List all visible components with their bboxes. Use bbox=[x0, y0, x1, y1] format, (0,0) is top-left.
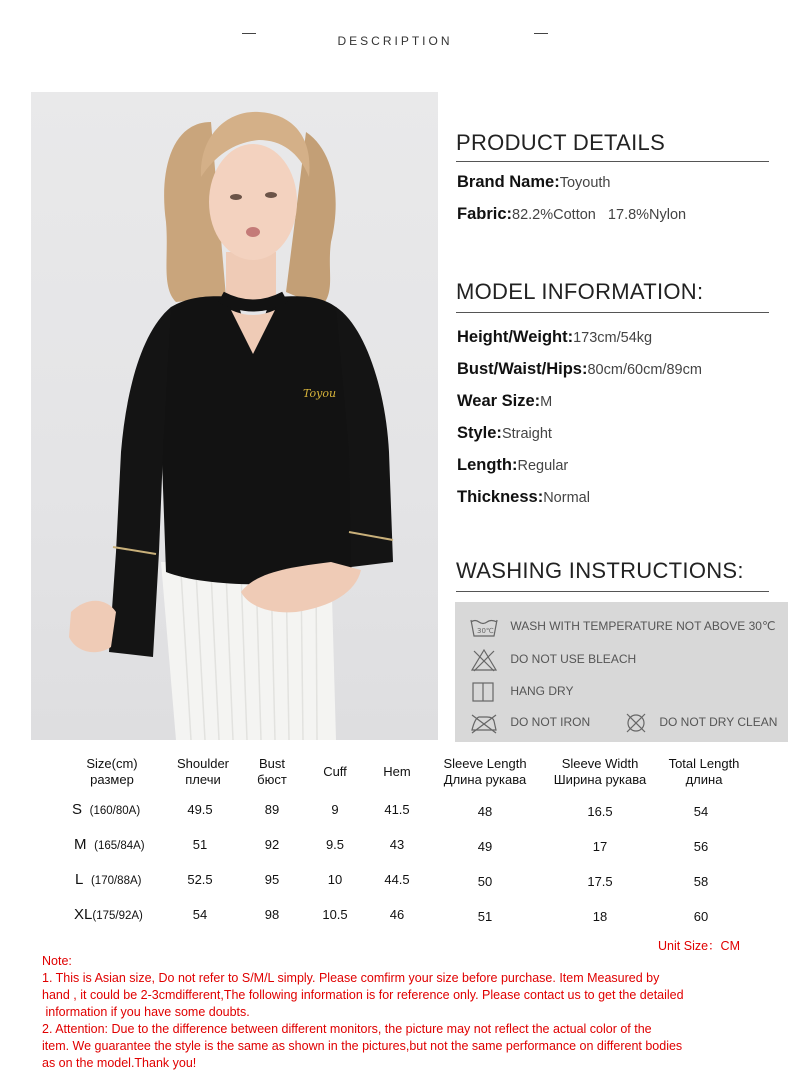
note-line: 1. This is Asian size, Do not refer to S/M/L simply. Please comfirm your size before purchase. Item Measured by bbox=[42, 971, 660, 985]
note-label: Note: bbox=[42, 954, 72, 968]
table-cell: 51 bbox=[477, 909, 493, 924]
table-cell: 89 bbox=[264, 802, 280, 817]
table-cell: 98 bbox=[264, 907, 280, 922]
brand-name-row bbox=[457, 173, 611, 192]
table-header-sleeve-length: Sleeve Length Длина рукава bbox=[443, 756, 527, 787]
table-row-size-m: M (165/84A) bbox=[74, 836, 145, 853]
product-details-title: PRODUCT DETAILS bbox=[456, 130, 666, 155]
table-cell: 49 bbox=[477, 839, 493, 854]
style-row bbox=[457, 424, 552, 443]
note-line: 2. Attention: Due to the difference between different monitors, the picture may not reflect the actual color of the bbox=[42, 1022, 652, 1036]
no-bleach-icon bbox=[469, 648, 499, 672]
no-bleach-label: DO NOT USE BLEACH bbox=[510, 652, 637, 667]
table-cell: 58 bbox=[693, 874, 709, 889]
unit-size-label: Unit Size：CM bbox=[658, 939, 740, 953]
table-cell: 17.5 bbox=[587, 874, 613, 889]
table-header-cuff: Cuff bbox=[323, 764, 347, 779]
no-dry-clean-item bbox=[624, 712, 777, 734]
height-weight-row bbox=[457, 328, 652, 347]
table-cell: 54 bbox=[693, 804, 709, 819]
table-cell: 54 bbox=[192, 907, 208, 922]
hang-dry-icon bbox=[469, 681, 499, 703]
table-cell: 43 bbox=[389, 837, 405, 852]
table-row-size-s: S (160/80A) bbox=[72, 801, 141, 818]
height-weight-value: 173cm/54kg bbox=[573, 330, 653, 346]
note-line: information if you have some doubts. bbox=[42, 1005, 250, 1019]
length-row bbox=[457, 456, 568, 475]
length-label: Length: bbox=[457, 456, 518, 474]
wear-size-value: M bbox=[540, 394, 553, 410]
table-cell: 9.5 bbox=[325, 837, 345, 852]
model-information-divider bbox=[456, 312, 769, 313]
note-line: hand , it could be 2-3cmdifferent,The following information is for reference only. Please contact us to get the detailed bbox=[42, 988, 684, 1002]
fabric-row bbox=[457, 205, 686, 224]
svg-text:30℃: 30℃ bbox=[477, 627, 494, 635]
wash-temp-item bbox=[469, 616, 775, 638]
table-cell: 52.5 bbox=[187, 872, 213, 887]
table-cell: 56 bbox=[693, 839, 709, 854]
header-dash-left bbox=[242, 33, 256, 34]
section-title-description: DESCRIPTION bbox=[337, 34, 453, 48]
no-iron-item bbox=[469, 712, 590, 734]
bust-waist-hips-row bbox=[457, 360, 702, 379]
note-line: as on the model.Thank you! bbox=[42, 1056, 197, 1070]
table-cell: 95 bbox=[264, 872, 280, 887]
table-cell: 60 bbox=[693, 909, 709, 924]
washing-instructions-divider bbox=[456, 591, 769, 592]
brand-name-label: Brand Name: bbox=[457, 173, 560, 191]
table-cell: 50 bbox=[477, 874, 493, 889]
washing-instructions-box bbox=[455, 602, 788, 742]
table-header-hem: Hem bbox=[383, 764, 411, 779]
table-header-bust: Bust бюст bbox=[257, 756, 287, 787]
header-dash-right bbox=[534, 33, 548, 34]
table-cell: 17 bbox=[592, 839, 608, 854]
table-cell: 46 bbox=[389, 907, 405, 922]
hang-dry-label: HANG DRY bbox=[510, 684, 574, 699]
wash-temp-label: WASH WITH TEMPERATURE NOT ABOVE 30℃ bbox=[510, 619, 776, 634]
brand-name-value: Toyouth bbox=[559, 175, 611, 191]
product-photo bbox=[31, 92, 438, 740]
fabric-value: 82.2%Cotton 17.8%Nylon bbox=[512, 207, 687, 223]
bust-waist-hips-label: Bust/Waist/Hips: bbox=[457, 360, 588, 378]
table-cell: 18 bbox=[592, 909, 608, 924]
style-value: Straight bbox=[501, 426, 552, 442]
sweater-logo-text: Toyou bbox=[303, 387, 337, 400]
no-bleach-item bbox=[469, 648, 636, 672]
table-cell: 16.5 bbox=[587, 804, 613, 819]
thickness-row bbox=[457, 488, 590, 507]
table-header-total-length: Total Length длина bbox=[668, 756, 740, 787]
table-header-sleeve-width: Sleeve Width Ширина рукава bbox=[553, 756, 647, 787]
no-dry-clean-icon bbox=[624, 712, 648, 734]
fabric-label: Fabric: bbox=[457, 205, 513, 223]
table-cell: 9 bbox=[331, 802, 339, 817]
model-illustration bbox=[31, 92, 438, 740]
model-information-title: MODEL INFORMATION: bbox=[456, 279, 704, 304]
no-iron-label: DO NOT IRON bbox=[510, 715, 591, 730]
table-header-shoulder: Shoulder плечи bbox=[176, 756, 230, 787]
table-cell: 92 bbox=[264, 837, 280, 852]
table-cell: 10 bbox=[327, 872, 343, 887]
table-cell: 49.5 bbox=[187, 802, 213, 817]
bust-waist-hips-value: 80cm/60cm/89cm bbox=[587, 362, 702, 378]
table-cell: 44.5 bbox=[384, 872, 410, 887]
thickness-value: Normal bbox=[543, 490, 590, 506]
length-value: Regular bbox=[517, 458, 569, 474]
product-details-divider bbox=[456, 161, 769, 162]
table-row-size-xl: XL(175/92A) bbox=[74, 906, 143, 923]
table-header-size: Size(cm) размер bbox=[86, 756, 138, 787]
table-cell: 41.5 bbox=[384, 802, 410, 817]
wash-30-icon bbox=[469, 616, 499, 638]
table-cell: 51 bbox=[192, 837, 208, 852]
no-iron-icon bbox=[469, 712, 499, 734]
table-row-size-l: L (170/88A) bbox=[75, 871, 142, 888]
wear-size-row bbox=[457, 392, 552, 411]
note-line: item. We guarantee the style is the same as shown in the pictures,but not the same performance on different bodies bbox=[42, 1039, 683, 1053]
no-dry-clean-label: DO NOT DRY CLEAN bbox=[659, 715, 778, 730]
height-weight-label: Height/Weight: bbox=[457, 328, 574, 346]
wear-size-label: Wear Size: bbox=[457, 392, 541, 410]
washing-instructions-title: WASHING INSTRUCTIONS: bbox=[456, 558, 744, 583]
thickness-label: Thickness: bbox=[457, 488, 544, 506]
style-label: Style: bbox=[457, 424, 502, 442]
table-cell: 48 bbox=[477, 804, 493, 819]
table-cell: 10.5 bbox=[322, 907, 348, 922]
hang-dry-item bbox=[469, 681, 573, 703]
